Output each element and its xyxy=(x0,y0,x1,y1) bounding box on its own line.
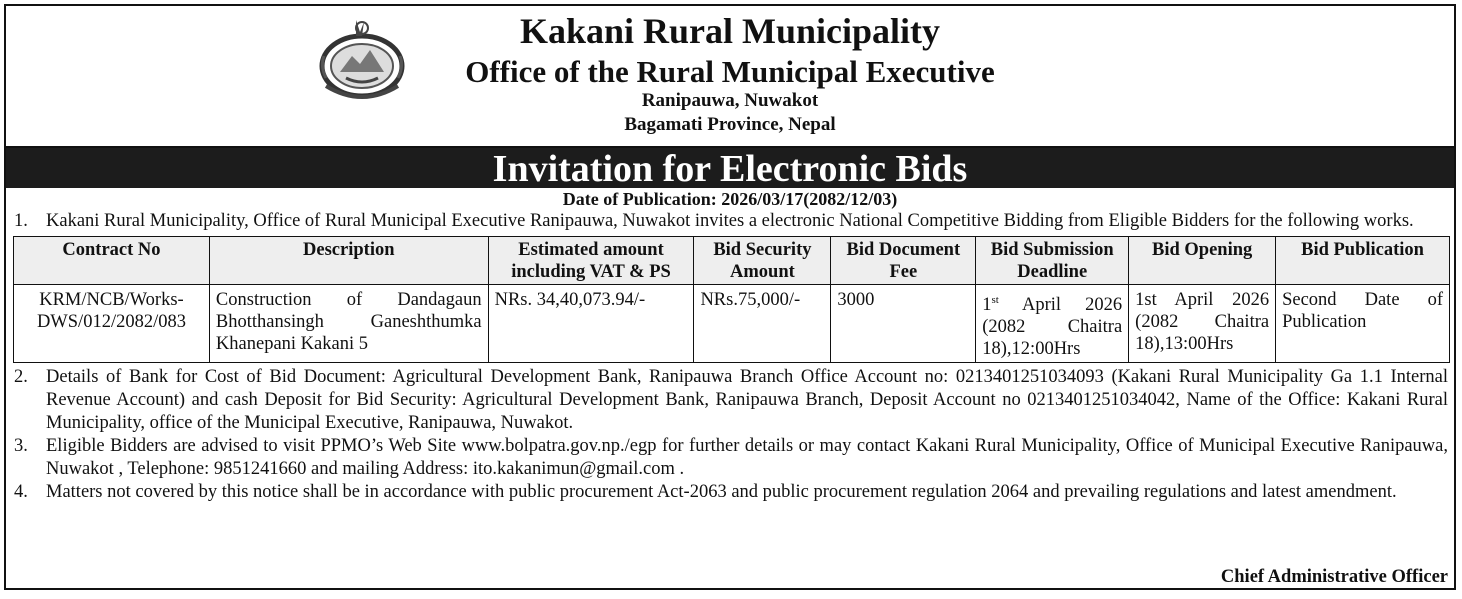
submission-date-rest: April 2026 (2082 Chaitra 18),12:00Hrs xyxy=(982,295,1123,360)
cell-bid-publication: Second Date of Publication xyxy=(1276,285,1450,363)
bids-table xyxy=(13,236,1450,363)
paragraph-number: 1. xyxy=(14,211,28,231)
paragraph-text: Matters not covered by this notice shall be in accordance with public procurement Act-2063 and public procurement regulation 2064 and prevailing regulations and latest amendment. xyxy=(46,482,1397,503)
header-document-fee: Bid Document Fee xyxy=(831,237,976,285)
office-name: Office of the Rural Municipal Executive xyxy=(465,54,995,89)
header-description: Description xyxy=(209,237,488,285)
cell-bid-security: NRs.75,000/- xyxy=(694,285,831,363)
publication-date: Date of Publication: 2026/03/17(2082/12/03) xyxy=(562,189,898,209)
cell-contract-no: KRM/NCB/Works-DWS/012/2082/083 xyxy=(14,285,210,363)
header-bid-publication: Bid Publication xyxy=(1276,237,1450,285)
paragraph-text: Details of Bank for Cost of Bid Document: Agricultural Development Bank, Ranipauwa Branch Office Account no: 0213401251034093 (Kakani Rural Municipality Ga 1.1 Internal Revenue Account) and cash Deposit for Bid Security: Agricultural Development Bank, Ranipauwa Branch, Deposit Account no 0213401251034042, Name of the Office: Kakani Rural Municipality, office of the Municipal Executive, Ranipauwa, Nuwakot. xyxy=(46,367,1448,434)
paragraph-1 xyxy=(6,210,1454,233)
paragraph-2 xyxy=(6,366,1454,435)
cell-description: Construction of Dandagaun Bhotthansingh Ganeshthumka Khanepani Kakani 5 xyxy=(209,285,488,363)
header-submission-deadline: Bid Submission Deadline xyxy=(976,237,1129,285)
cell-document-fee: 3000 xyxy=(831,285,976,363)
cell-bid-opening: 1st April 2026 (2082 Chaitra 18),13:00Hrs xyxy=(1129,285,1276,363)
municipality-name: Kakani Rural Municipality xyxy=(519,11,941,51)
paragraph-3 xyxy=(6,435,1454,481)
cell-estimated-amount: NRs. 34,40,073.94/- xyxy=(488,285,694,363)
notice-header xyxy=(6,6,1454,148)
notice-page xyxy=(4,4,1456,590)
paragraph-text: Kakani Rural Municipality, Office of Rural Municipal Executive Ranipauwa, Nuwakot invites a electronic National Competitive Bidding from Eligible Bidders for the following works. xyxy=(46,211,1414,231)
signature: Chief Administrative Officer xyxy=(1220,567,1448,587)
paragraph-text: Eligible Bidders are advised to visit PPMO’s Web Site www.bolpatra.gov.np./egp for further details or may contact Kakani Rural Municipality, Office of Municipal Executive Ranipauwa, Nuwakot , Telephone: 9851241660 and mailing Address: ito.kakanimun@gmail.com . xyxy=(46,436,1448,480)
submission-ordinal: st xyxy=(991,294,999,306)
submission-day: 1 xyxy=(982,295,992,316)
header-bid-opening: Bid Opening xyxy=(1129,237,1276,285)
notice-title: Invitation for Electronic Bids xyxy=(6,148,1454,188)
address-line-1: Ranipauwa, Nuwakot xyxy=(641,90,819,111)
paragraph-4 xyxy=(6,481,1454,504)
header-estimated-amount: Estimated amount including VAT & PS xyxy=(488,237,694,285)
cell-submission-deadline xyxy=(976,285,1129,363)
table-row xyxy=(14,285,1450,363)
paragraph-number: 4. xyxy=(14,482,28,503)
header-contract-no: Contract No xyxy=(14,237,210,285)
paragraph-number: 3. xyxy=(14,436,28,457)
paragraph-number: 2. xyxy=(14,367,28,388)
header-bid-security: Bid Security Amount xyxy=(694,237,831,285)
table-header-row xyxy=(14,237,1450,285)
address-line-2: Bagamati Province, Nepal xyxy=(624,114,836,135)
